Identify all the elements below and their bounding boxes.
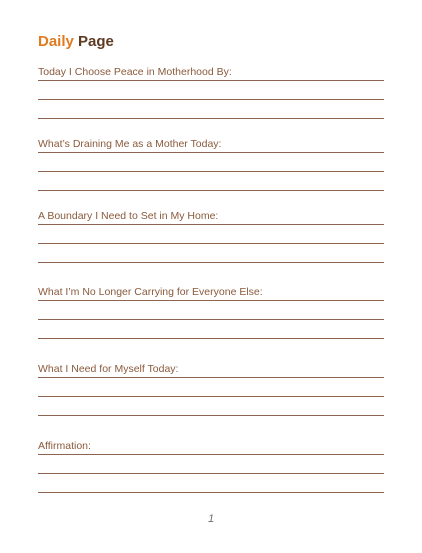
- section-no-longer-carrying: [38, 284, 384, 357]
- writing-line[interactable]: [38, 454, 384, 455]
- section-peace: [38, 64, 384, 137]
- section-boundary: [38, 208, 384, 281]
- section-draining: [38, 136, 384, 209]
- writing-line[interactable]: [38, 396, 384, 397]
- writing-line[interactable]: [38, 377, 384, 378]
- writing-line[interactable]: [38, 262, 384, 263]
- writing-line[interactable]: [38, 118, 384, 119]
- writing-line[interactable]: [38, 300, 384, 301]
- section-prompt: What I Need for Myself Today:: [38, 363, 179, 375]
- page-title: [38, 33, 114, 51]
- section-affirmation: [38, 438, 384, 511]
- section-prompt: What’s Draining Me as a Mother Today:: [38, 138, 222, 150]
- section-need-for-myself: [38, 361, 384, 434]
- page-title-accent: Daily: [38, 33, 74, 50]
- page-number: 1: [207, 513, 215, 525]
- writing-line[interactable]: [38, 224, 384, 225]
- section-prompt: A Boundary I Need to Set in My Home:: [38, 210, 219, 222]
- writing-line[interactable]: [38, 415, 384, 416]
- writing-line[interactable]: [38, 319, 384, 320]
- writing-line[interactable]: [38, 80, 384, 81]
- section-prompt: What I’m No Longer Carrying for Everyone Else:: [38, 286, 263, 298]
- writing-line[interactable]: [38, 190, 384, 191]
- writing-line[interactable]: [38, 243, 384, 244]
- writing-line[interactable]: [38, 152, 384, 153]
- writing-line[interactable]: [38, 171, 384, 172]
- writing-line[interactable]: [38, 473, 384, 474]
- writing-line[interactable]: [38, 492, 384, 493]
- writing-line[interactable]: [38, 338, 384, 339]
- writing-line[interactable]: [38, 99, 384, 100]
- page-title-rest: Page: [78, 33, 114, 50]
- section-prompt: Today I Choose Peace in Motherhood By:: [38, 66, 232, 78]
- section-prompt: Affirmation:: [38, 440, 91, 452]
